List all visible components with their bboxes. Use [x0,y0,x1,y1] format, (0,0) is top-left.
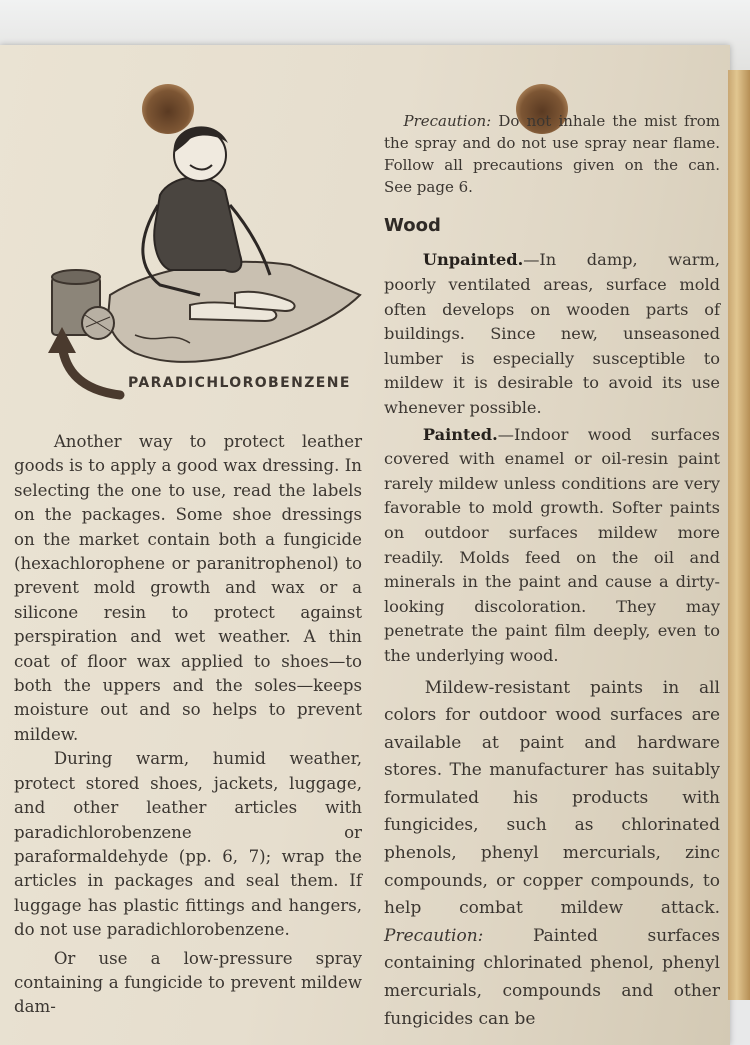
resistant-caution-label: Precaution: [384,925,484,946]
paragraph-wax-dressing: Another way to protect leather goods is to apply a good wax dressing. In selecting the one to use, read the labels on the packages. Some shoe dressings on the market contain both a fungicide (hexachlorophene or paranitrophenol) to prevent mold growth and wax or a silicone resin to protect against perspiration and wet weather. A thin coat of floor wax applied to shoes—to both the uppers and the soles—keeps moisture out and so helps to prevent mildew. [14,432,362,744]
painted-text: —Indoor wood surfaces covered with enamel or oil-resin paint rarely mildew unless conditions are very favorable to mold growth. Softer paints on outdoor surfaces mildew more readily. Molds feed on the oil and minerals in the paint and cause a dirty-looking discoloration. They may penetrate the paint film deeply, even to the underlying wood. [384,424,720,665]
resistant-text: Mildew-resistant paints in all colors for outdoor wood surfaces are available at paint and hardware stores. The manufacturer has suitably formulated his products with fungicides, such as chlorinated phenols, phenyl mercurials, zinc compounds, or copper compounds, to help combat mildew attack. [384,677,720,919]
woman-figure [154,177,241,272]
resistant-caution-text: Painted surfaces containing chlorinated phenol, phenyl mercurials, compounds and other fungicides can be [384,925,720,1029]
painted-label: Painted. [422,424,498,444]
precaution-label: Precaution: [403,112,492,130]
precaution-note [384,110,720,198]
paragraph-spray: Or use a low-pressure spray containing a fungicide to prevent mildew dam- [14,948,362,1017]
paragraph-unpainted [384,248,720,420]
woman-waxing-shoes-illustration [40,95,370,405]
paragraph-painted [384,423,720,669]
section-heading-wood: Wood [384,215,441,236]
left-column [14,430,362,1020]
right-column [384,110,720,1033]
paragraph-mildew-resistant [384,675,720,1034]
unpainted-label: Unpainted. [422,250,524,270]
precaution-text: Do not inhale the mist from the spray and do not use spray near flame. Follow all precautions given on the can. See page 6. [384,112,720,196]
unpainted-text: —In damp, warm, poorly ventilated areas, surface mold often develops on wooden parts of buildings. Since new, unseasoned lumber is especially susceptible to mildew it is desirable to avoid its use whenever possible. [384,250,720,417]
paragraph-humid-weather: During warm, humid weather, protect stored shoes, jackets, luggage, and other leather articles with paradichlorobenzene or paraformaldehyde (pp. 6, 7); wrap the articles in packages and seal them. If luggage has plastic fittings and hangers, do not use paradichlorobenzene. [14,749,362,940]
page-edge [728,70,750,1000]
illustration-label: PARADICHLOROBENZENE [128,375,351,391]
